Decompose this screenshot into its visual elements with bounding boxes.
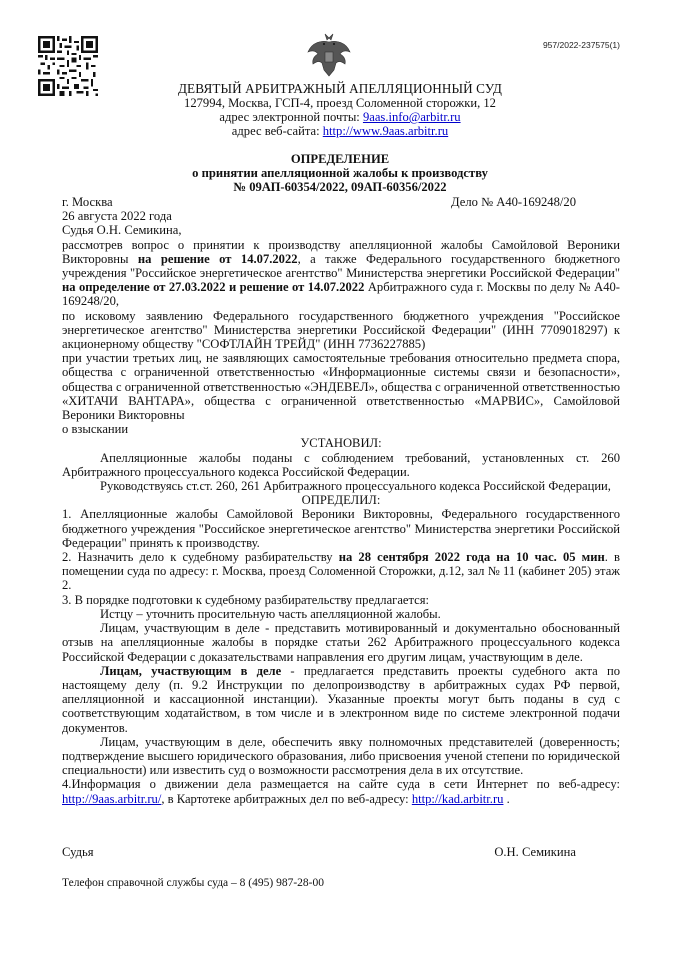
court-email-label: адрес электронной почты: [219, 110, 363, 124]
paragraph-claim: по исковому заявлению Федерального государственного бюджетного учреждения "Российское энергетическое агентство" Министерства энергетики Российской Федерации" (ИНН 7709018297) к акционерному обществу "СОФТЛАЙН ТРЕЙД" (ИНН 7736227885) [62, 308, 620, 352]
document-subheading: о принятии апелляционной жалобы к производству [192, 166, 488, 180]
bold-text: Лицам, участвующим в деле [100, 663, 282, 678]
document-heading: ОПРЕДЕЛЕНИЕ [290, 152, 390, 166]
item-3-plaintiff: Истцу – уточнить просительную часть апелляционной жалобы. [100, 606, 441, 621]
text: . [503, 791, 510, 806]
footer-phone: Телефон справочной службы суда – 8 (495) 987-28-00 [62, 877, 324, 889]
text: Арбитражного суда г. Москвы по делу № А40-169248/20, [62, 280, 620, 309]
bold-text: на 28 сентября 2022 года на 10 час. 05 мин [338, 550, 605, 565]
section-ustanovil: УСТАНОВИЛ: [300, 436, 382, 451]
court-web-label: адрес веб-сайта: [231, 124, 323, 138]
document-body [62, 195, 620, 806]
signature-row [62, 845, 620, 859]
court-site-link[interactable]: http://9aas.arbitr.ru/ [62, 791, 162, 806]
court-email-link[interactable]: 9aas.info@arbitr.ru [362, 110, 461, 124]
item-3: 3. В порядке подготовки к судебному разбирательству предлагается: [62, 592, 430, 607]
paragraph-guided: Руководствуясь ст.ст. 260, 261 Арбитражного процессуального кодекса Российской Федерации, [100, 479, 611, 494]
signature-name: О.Н. Семикина [494, 845, 576, 859]
court-web-line [0, 124, 680, 138]
item-3-review: Лицам, участвующим в деле - представить мотивированный и документально обоснованный отзыв на апелляционные жалобы в порядке статьи 262 Арбитражного процессуального кодекса Российской Федерации с доказательствами направления его другим лицам, участвующим в деле. [62, 621, 620, 664]
city: г. Москва [62, 195, 113, 209]
court-email-line [0, 110, 680, 124]
item-1: 1. Апелляционные жалобы Самойловой Вероники Викторовны, Федерального государственного бюджетного учреждения "Российское энергетическое агентство" Министерства энергетики Российской Федерации" принять к производству. [62, 507, 620, 550]
item-3-attendance: Лицам, участвующим в деле, обеспечить явку полномочных представителей (доверенность; подтверждение высшего юридического образования, либо присвоения ученой степени по юридической специальности) или известить суд о возможности рассмотрения дела в их отсутствие. [62, 734, 620, 778]
section-opredelil: ОПРЕДЕЛИЛ: [301, 493, 381, 508]
text: рассмотрев вопрос о принятии к производству апелляционной жалобы Самойловой Вероники Викторовны [62, 237, 620, 266]
bold-text: на определение от 27.03.2022 и решение от 14.07.2022 [62, 280, 365, 295]
paragraph-third-parties: при участии третьих лиц, не заявляющих самостоятельные требования относительно предмета спора, общества с ограниченной ответственностью «Информационные системы связи и безопасности», общества с ограниченной ответственностью «ЭНДЕВЕЛ», общества с ограниченной ответственностью «ХИТАЧИ ВАНТАРА», общества с ограниченной ответственностью «МАРВИС», Самойловой Вероники Викторовны [62, 351, 620, 423]
kad-link[interactable]: http://kad.arbitr.ru [411, 791, 504, 806]
court-web-link[interactable]: http://www.9aas.arbitr.ru [322, 124, 449, 138]
bold-text: на решение от 14.07.2022 [137, 251, 298, 266]
text: - предлагается представить проекты судебного акта по настоящему делу (п. 9.2 Инструкции по делопроизводству в арбитражных судах РФ первой, апелляционной и кассационной инстанции). Указанные проекты могут быть поданы в суд с соответствующим ходатайством, в том числе и в электронном виде по системе электронной подачи документов. [62, 663, 621, 735]
decision-date: 26 августа 2022 года [62, 209, 172, 224]
item-2 [62, 550, 620, 593]
city-case-row [62, 195, 620, 209]
court-address: 127994, Москва, ГСП-4, проезд Соломенной сторожки, 12 [184, 96, 496, 110]
appeal-numbers: № 09АП-60354/2022, 09АП-60356/2022 [233, 180, 447, 194]
text: . в помещении суда по адресу: г. Москва, проезд Соломенной Сторожки, д.12, зал № 11 (кабинет 205) этаж 2. [62, 550, 620, 593]
text: , а также Федерального государственного бюджетного учреждения "Российское энергетическое агентство" Министерства энергетики Российской Федерации" [62, 251, 620, 281]
judge-line: Судья О.Н. Семикина, [62, 223, 182, 238]
court-name: ДЕВЯТЫЙ АРБИТРАЖНЫЙ АПЕЛЛЯЦИОННЫЙ СУД [177, 81, 503, 96]
item-3-drafts [62, 664, 620, 735]
coat-of-arms-emblem [304, 30, 354, 80]
document-id: 957/2022-237575(1) [542, 40, 620, 50]
signature-role: Судья [62, 845, 94, 859]
text: 4.Информация о движении дела размещается на сайте суда в сети Интернет по веб-адресу: [62, 777, 620, 792]
paragraph-considered [62, 238, 620, 309]
paragraph-recovery: о взыскании [62, 422, 129, 437]
text: , в Картотеке арбитражных дел по веб-адресу: [161, 791, 412, 806]
item-4 [62, 777, 620, 805]
text: 2. Назначить дело к судебному разбирательству [62, 550, 339, 565]
case-number: Дело № А40-169248/20 [451, 195, 576, 209]
paragraph-requirements: Апелляционные жалобы поданы с соблюдением требований, установленных ст. 260 Арбитражного процессуального кодекса Российской Федерации. [62, 450, 620, 479]
